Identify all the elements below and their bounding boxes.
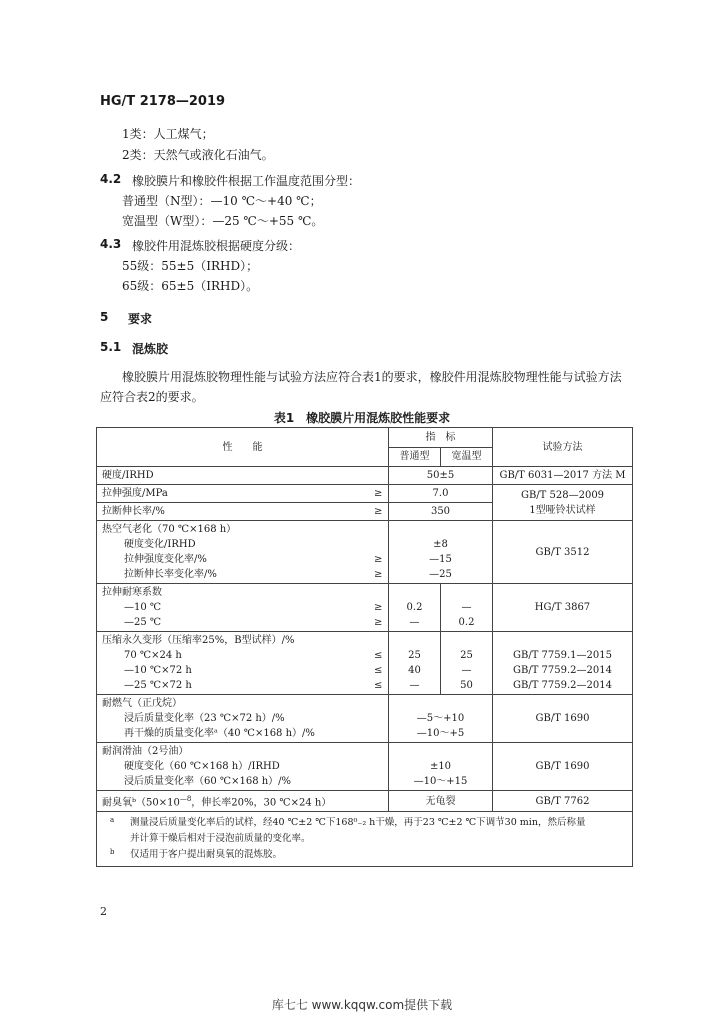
sub-item: 拉伸强度变化率/% — [124, 554, 207, 565]
symbol: ≤ — [374, 665, 383, 676]
ozone-prop-part: 耐臭氧ᵇ（50×10 — [102, 797, 180, 809]
group-title: 耐燃气（正戊烷） — [102, 698, 182, 709]
body-paragraph-line: 应符合表2的要求。 — [100, 390, 204, 404]
method-line: GB/T 7759.1—2015 — [513, 650, 612, 661]
footer-watermark: 库七七 www.kqqw.com提供下载 — [271, 998, 453, 1012]
table-notes-row — [97, 812, 633, 867]
sub-item: 浸后质量变化率（60 ℃×168 h）/% — [124, 776, 292, 787]
section-4-3-item: 65级：65±5（IRHD）。 — [122, 279, 259, 293]
header-wide-type: 宽温型 — [441, 447, 493, 467]
value: —10～+5 — [416, 728, 465, 739]
value: 0.2 — [458, 617, 475, 628]
group-title: 耐润滑油（2号油） — [102, 746, 189, 757]
section-5-title: 要求 — [128, 312, 153, 326]
value: — — [461, 602, 472, 613]
symbol: ≥ — [374, 569, 383, 580]
note-marker: a — [110, 816, 115, 825]
row-property — [97, 743, 389, 791]
value: —10～+15 — [413, 776, 468, 787]
sub-item: 硬度变化/IRHD — [124, 539, 196, 550]
section-4-3-title: 橡胶件用混炼胶根据硬度分级： — [132, 239, 301, 253]
note-a-continuation — [102, 831, 627, 847]
symbol: ≥ — [374, 554, 383, 565]
class-2: 2类：天然气或液化石油气。 — [122, 148, 274, 162]
note-marker: b — [110, 848, 115, 857]
sub-item: —10 ℃ — [124, 602, 162, 613]
row-property — [97, 695, 389, 743]
row-value — [389, 743, 493, 791]
symbol: ≤ — [374, 680, 383, 691]
row-method: GB/T 3512 — [493, 521, 633, 584]
note-a — [102, 815, 627, 831]
properties-table — [96, 427, 633, 867]
row-value-normal — [389, 632, 441, 695]
row-method: HG/T 3867 — [493, 584, 633, 632]
note-text: 并计算干燥后相对于浸泡前质量的变化率。 — [130, 833, 311, 845]
row-property: 拉伸强度/MPa — [97, 485, 369, 503]
ozone-exponent: —8 — [179, 795, 192, 803]
section-4-2-title: 橡胶膜片和橡胶件根据工作温度范围分型： — [132, 174, 361, 188]
sub-item: 再干燥的质量变化率ᵃ（40 ℃×168 h）/% — [124, 728, 315, 739]
symbol: ≥ — [374, 617, 383, 628]
value: —5～+10 — [416, 713, 465, 724]
method-line: GB/T 7759.2—2014 — [513, 680, 612, 691]
page-number: 2 — [100, 905, 107, 918]
note-text: 仅适用于客户提出耐臭氧的混炼胶。 — [130, 849, 283, 861]
row-value: 350 — [389, 503, 493, 521]
symbol: ≤ — [374, 650, 383, 661]
row-property: 硬度/IRHD — [97, 467, 389, 485]
row-value-wide — [441, 584, 493, 632]
value: —25 — [429, 569, 452, 580]
row-symbol: ≥ — [369, 503, 389, 521]
method-line: GB/T 528—2009 — [520, 489, 605, 501]
header-method: 试验方法 — [493, 428, 633, 467]
method-line: GB/T 7759.2—2014 — [513, 665, 612, 676]
value: 0.2 — [406, 602, 423, 613]
value: 25 — [408, 650, 421, 661]
value: — — [461, 665, 472, 676]
sub-item: 拉断伸长率变化率/% — [124, 569, 217, 580]
row-property — [97, 791, 389, 812]
row-property — [97, 521, 369, 584]
value: ±10 — [429, 761, 452, 772]
value: 40 — [408, 665, 421, 676]
table-caption: 表1 橡胶膜片用混炼胶性能要求 — [273, 411, 451, 425]
header-index: 指 标 — [389, 428, 493, 448]
row-value: 50±5 — [389, 467, 493, 485]
header-normal-type: 普通型 — [389, 447, 441, 467]
row-symbol: ≥ — [369, 485, 389, 503]
row-value: 7.0 — [389, 485, 493, 503]
table-row-fuel — [97, 695, 633, 743]
table-row-compression — [97, 632, 633, 695]
sub-item: —25 ℃×72 h — [124, 680, 192, 691]
row-symbol — [369, 584, 389, 632]
section-4-3-number: 4.3 — [100, 237, 122, 251]
symbol — [371, 537, 387, 552]
sub-item: 70 ℃×24 h — [124, 650, 182, 661]
row-method: GB/T 7762 — [493, 791, 633, 812]
symbol: ≥ — [374, 602, 383, 613]
section-4-2-item: 普通型（N型）：—10 ℃～+40 ℃； — [122, 194, 322, 208]
table-row-tensile — [97, 485, 633, 503]
row-value: 无龟裂 — [389, 791, 493, 812]
row-property — [97, 632, 369, 695]
section-4-2-item: 宽温型（W型）：—25 ℃～+55 ℃。 — [122, 214, 324, 228]
row-value — [389, 521, 493, 584]
value: — — [409, 680, 420, 691]
group-title: 拉伸耐寒系数 — [102, 587, 162, 598]
section-5-1-number: 5.1 — [100, 340, 122, 354]
sub-item: 硬度变化（60 ℃×168 h）/IRHD — [124, 761, 280, 772]
body-paragraph-line: 橡胶膜片用混炼胶物理性能与试验方法应符合表1的要求，橡胶件用混炼胶物理性能与试验方法 — [122, 370, 622, 384]
row-symbol — [369, 521, 389, 584]
ozone-prop-part: ，伸长率20%，30 ℃×24 h） — [191, 797, 332, 809]
table-row-cold — [97, 584, 633, 632]
table-header-row — [97, 428, 633, 448]
section-4-2-number: 4.2 — [100, 172, 122, 186]
table-notes — [97, 812, 633, 867]
value: —15 — [429, 554, 452, 565]
note-b — [102, 847, 627, 863]
row-method — [493, 485, 633, 521]
row-method — [493, 632, 633, 695]
table-row-aging — [97, 521, 633, 584]
sub-item: 浸后质量变化率（23 ℃×72 h）/% — [124, 713, 285, 724]
note-text: 测量浸后质量变化率后的试样，经40 ℃±2 ℃下168⁰₋₂ h干燥，再于23 ℃±2 ℃下调节30 min，然后称量 — [130, 817, 586, 829]
sub-item: —10 ℃×72 h — [124, 665, 192, 676]
row-property — [97, 584, 369, 632]
header-property: 性 能 — [97, 428, 389, 467]
table-row-oil — [97, 743, 633, 791]
row-value-wide — [441, 632, 493, 695]
sub-item: —25 ℃ — [124, 617, 162, 628]
section-5-1-title: 混炼胶 — [132, 342, 169, 356]
row-method: GB/T 1690 — [493, 695, 633, 743]
document-header: HG/T 2178—2019 — [100, 94, 226, 109]
value: 25 — [460, 650, 473, 661]
section-5-number: 5 — [100, 310, 109, 324]
table-row-ozone — [97, 791, 633, 812]
class-1: 1类：人工煤气； — [122, 127, 214, 141]
method-line: 1型哑铃状试样 — [529, 504, 596, 516]
row-method: GB/T 1690 — [493, 743, 633, 791]
row-value-normal — [389, 584, 441, 632]
row-symbol — [369, 632, 389, 695]
section-4-3-item: 55级：55±5（IRHD）； — [122, 259, 259, 273]
row-value — [389, 695, 493, 743]
value: — — [409, 617, 420, 628]
value: 50 — [460, 680, 473, 691]
group-title: 热空气老化（70 ℃×168 h） — [102, 524, 237, 535]
row-method: GB/T 6031—2017 方法 M — [493, 467, 633, 485]
row-property: 拉断伸长率/% — [97, 503, 369, 521]
group-title: 压缩永久变形（压缩率25%，B型试样）/% — [102, 635, 295, 646]
value: ±8 — [433, 539, 448, 550]
table-row-hardness — [97, 467, 633, 485]
